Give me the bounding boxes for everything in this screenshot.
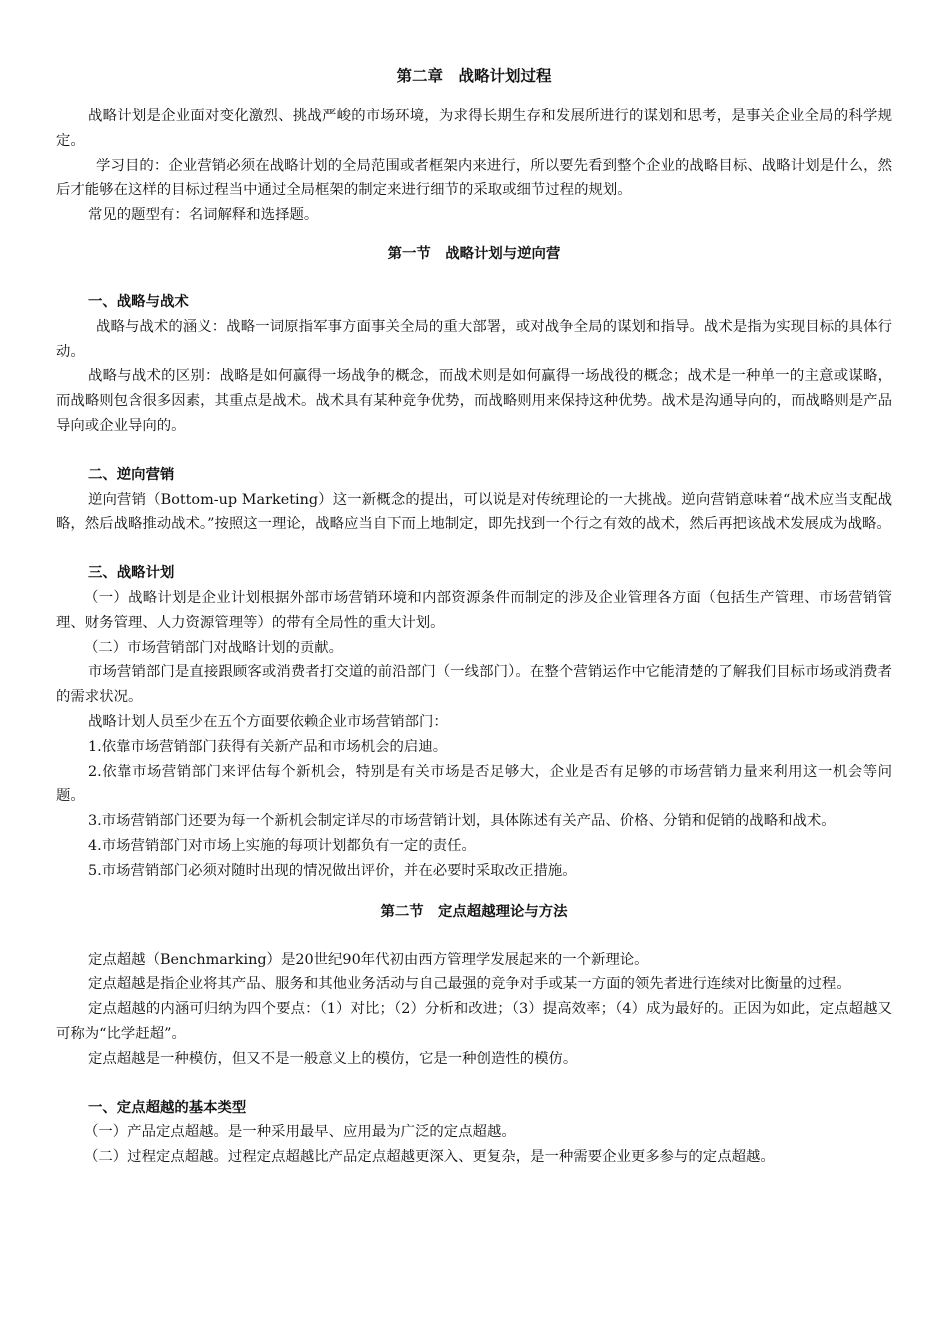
list-item: 5.市场营销部门必须对随时出现的情况做出评价，并在必要时采取改正措施。 (88, 862, 577, 879)
list-item: 2.依靠市场营销部门来评估每个新机会，特别是有关市场是否足够大，企业是否有足够的市场营销力量来利用这一机会等问题。 (56, 763, 892, 805)
heading-benchmarking-types: 一、定点超越的基本类型 (88, 1099, 247, 1116)
paragraph-benchmarking-definition: 定点超越是指企业将其产品、服务和其他业务活动与自己最强的竞争对手或某一方面的领先者进行连续对比衡量的过程。 (88, 976, 851, 993)
paragraph-strategy-difference: 战略与战术的区别：战略是如何赢得一场战争的概念，而战术则是如何赢得一场战役的概念；战术是一种单一的主意或谋略，而战略则包含很多因素，其重点是战术。战术具有某种竞争优势，而战略则用来保持这种优势。战术是沟通导向的，而战略则是产品导向或企业导向的。 (56, 368, 892, 434)
paragraph-strategy-meaning: 战略与战术的涵义：战略一词原指军事方面事关全局的重大部署，或对战争全局的谋划和指导。战术是指为实现目标的具体行动。 (56, 318, 892, 360)
paragraph-product-benchmarking: （一）产品定点超越。是一种采用最早、应用最为广泛的定点超越。 (84, 1124, 516, 1141)
paragraph-bottom-up-marketing: 逆向营销（Bottom-up Marketing）这一新概念的提出，可以说是对传统理论的一大挑战。逆向营销意味着“战术应当支配战略，然后战略推动战术。”按照这一理论，战略应当自下而上地制定，即先找到一个行之有效的战术，然后再把该战术发展成为战略。 (56, 491, 892, 533)
paragraph-benchmarking-imitation: 定点超越是一种模仿，但又不是一般意义上的模仿，它是一种创造性的模仿。 (88, 1050, 578, 1067)
paragraph-five-aspects: 战略计划人员至少在五个方面要依赖企业市场营销部门： (88, 713, 448, 730)
intro-paragraph: 战略计划是企业面对变化激烈、挑战严峻的市场环境，为求得长期生存和发展所进行的谋划和思考，是事关企业全局的科学规定。 (56, 108, 892, 149)
intro-question-types: 常见的题型有：名词解释和选择题。 (88, 207, 319, 224)
paragraph-benchmarking-origin: 定点超越（Benchmarking）是20世纪90年代初由西方管理学发展起来的一个新理论。 (88, 951, 649, 968)
paragraph-process-benchmarking: （二）过程定点超越。过程定点超越比产品定点超越更深入、更复杂，是一种需要企业更多参与的定点超越。 (84, 1149, 775, 1166)
intro-learning-goal: 学习目的：企业营销必须在战略计划的全局范围或者框架内来进行，所以要先看到整个企业的战略目标、战略计划是什么，然后才能够在这样的目标过程当中通过全局框架的制定来进行细节的采取或细节过程的规划。 (56, 157, 892, 199)
list-item: 3.市场营销部门还要为每一个新机会制定详尽的市场营销计划，具体陈述有关产品、价格、分销和促销的战略和战术。 (88, 813, 836, 830)
paragraph-marketing-contribution: （二）市场营销部门对战略计划的贡献。 (84, 639, 344, 656)
heading-bottom-up-marketing: 二、逆向营销 (88, 466, 175, 483)
section-2-title: 第二节 定点超越理论与方法 (380, 903, 568, 920)
paragraph-marketing-department: 市场营销部门是直接跟顾客或消费者打交道的前沿部门（一线部门）。在整个营销运作中它能清楚的了解我们目标市场或消费者的需求状况。 (56, 664, 892, 706)
heading-strategy-and-tactics: 一、战略与战术 (88, 293, 189, 310)
paragraph-benchmarking-essentials: 定点超越的内涵可归纳为四个要点：（1）对比；（2）分析和改进；（3）提高效率；（4）成为最好的。正因为如此，定点超越又可称为“比学赶超”。 (56, 1001, 892, 1042)
heading-strategic-plan: 三、战略计划 (88, 565, 175, 582)
paragraph-strategic-plan-definition: （一）战略计划是企业计划根据外部市场营销环境和内部资源条件而制定的涉及企业管理各方面（包括生产管理、市场营销管理、财务管理、人力资源管理等）的带有全局性的重大计划。 (56, 589, 892, 631)
list-item: 4.市场营销部门对市场上实施的每项计划都负有一定的责任。 (88, 837, 476, 854)
section-1-title: 第一节 战略计划与逆向营 (387, 245, 561, 262)
chapter-title: 第二章 战略计划过程 (396, 67, 552, 85)
list-item: 1.依靠市场营销部门获得有关新产品和市场机会的启迪。 (88, 738, 448, 755)
